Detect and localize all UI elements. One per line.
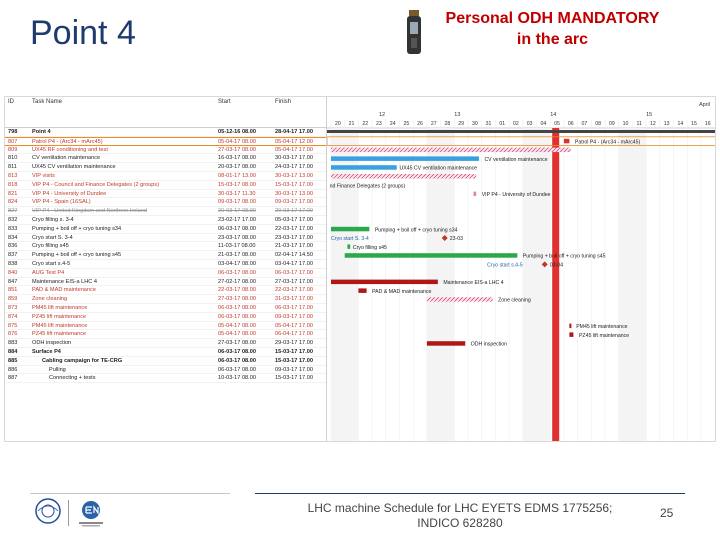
task-id: 883 [8, 340, 18, 347]
weekend-shade [523, 128, 550, 442]
task-finish: 03-04-17 17.00 [275, 261, 313, 267]
task-start: 23-03-17 08.00 [218, 234, 256, 241]
logo-separator [68, 500, 69, 526]
task-name: VIP P4 - Council and Finance Delegates (2 groups) [32, 181, 160, 188]
table-row[interactable] [5, 137, 326, 146]
task-start: 27-03-17 08.00 [218, 296, 256, 303]
table-row[interactable] [5, 330, 326, 339]
task-bar-label: VIP P4 - University of Dundee [481, 192, 551, 199]
milestone-date: 03-04 [549, 262, 564, 269]
task-finish: 22-03-17 17.00 [275, 287, 313, 294]
header-start: Start [218, 99, 231, 105]
task-finish: 22-03-17 17.00 [275, 225, 313, 232]
table-row[interactable] [5, 234, 326, 243]
table-row[interactable] [5, 251, 326, 260]
task-start: 23-02-17 17.00 [218, 217, 256, 223]
task-start: 06-03-17 08.00 [218, 349, 256, 355]
table-row[interactable] [5, 216, 326, 225]
task-name: Point 4 [32, 129, 51, 135]
task-finish: 21-03-17 17.00 [275, 243, 313, 250]
day-label: 08 [595, 121, 602, 127]
task-start: 15-03-17 08.00 [218, 181, 256, 188]
task-name: Maintenance EIS-a LHC 4 [32, 278, 97, 285]
task-id: 807 [8, 138, 18, 145]
task-name: Pumping + boil off + cryo tuning s34 [32, 225, 122, 232]
day-label: 28 [444, 121, 451, 127]
en-department-logo-icon [76, 499, 106, 529]
week-label: 12 [378, 112, 386, 118]
task-finish: 31-03-17 17.00 [275, 296, 313, 303]
milestone-label: Cryo start S. 3-4 [331, 236, 369, 243]
task-start: 06-03-17 08.00 [218, 313, 256, 320]
task-start: 30-03-17 11.30 [218, 190, 256, 197]
task-id: 885 [8, 357, 18, 364]
task-bar [358, 288, 366, 293]
day-label: 22 [362, 121, 369, 127]
table-row[interactable] [5, 260, 326, 269]
task-bar-label: Zone cleaning [498, 297, 531, 304]
task-bar [331, 148, 571, 153]
task-bar [473, 192, 476, 197]
highlight-row [327, 137, 716, 146]
task-id: 827 [8, 208, 18, 215]
task-start: 20-03-17 08.00 [218, 208, 256, 215]
task-id: 798 [8, 129, 18, 135]
task-bar [331, 156, 479, 161]
day-label: 03 [526, 121, 533, 127]
task-id: 875 [8, 322, 18, 329]
table-row[interactable] [5, 322, 326, 331]
task-start: 11-03-17 08.00 [218, 243, 256, 250]
task-name: PZ45 lift maintenance [32, 313, 87, 320]
task-finish: 24-03-17 17.00 [275, 164, 313, 171]
task-finish: 05-04-17 17.00 [275, 146, 313, 153]
header-finish: Finish [275, 99, 292, 105]
task-finish: 09-03-17 17.00 [275, 199, 313, 206]
header-id: ID [8, 99, 14, 105]
day-label: 23 [376, 121, 382, 127]
task-finish: 15-03-17 17.00 [275, 357, 313, 364]
task-bar [345, 253, 518, 258]
task-finish: 05-03-17 17.00 [275, 217, 313, 223]
cern-logo-icon [34, 497, 62, 525]
task-name: VIP P4 - University of Dundee [32, 190, 107, 197]
gantt-schedule [4, 96, 716, 442]
day-label: 27 [430, 121, 437, 127]
task-id: 874 [8, 313, 18, 320]
table-row[interactable] [5, 269, 326, 278]
task-id: 813 [8, 173, 18, 179]
task-start: 06-03-17 08.00 [218, 269, 256, 276]
task-name: VIP P4 - Spain (16SAL) [32, 199, 91, 206]
task-id: 824 [8, 199, 18, 206]
page-number: 25 [660, 506, 674, 520]
task-start: 21-03-17 08.00 [218, 252, 256, 259]
task-start: 06-03-17 08.00 [218, 225, 256, 232]
task-finish: 02-04-17 14.50 [275, 252, 313, 259]
task-start: 20-03-17 08.00 [218, 164, 256, 171]
table-row[interactable] [5, 225, 326, 234]
task-name: PAD & MAD maintenance [32, 287, 96, 294]
task-bar [331, 165, 397, 170]
task-start: 27-03-17 08.00 [218, 146, 256, 153]
week-label: 14 [550, 112, 557, 118]
task-name: ODH inspection [32, 340, 72, 347]
day-label: 14 [677, 121, 684, 127]
week-label: 13 [454, 112, 461, 118]
task-bar [347, 244, 350, 249]
task-id: 887 [8, 375, 18, 382]
task-id: 884 [8, 349, 18, 355]
day-label: 02 [513, 121, 519, 127]
task-finish: 30-03-17 17.00 [275, 155, 313, 162]
table-row[interactable] [5, 357, 326, 366]
task-id: 836 [8, 243, 18, 250]
task-id: 811 [8, 164, 17, 171]
task-id: 810 [8, 155, 18, 162]
task-bar-label: ODH inspection [470, 341, 508, 348]
odh-detector-icon [405, 8, 423, 58]
task-finish: 05-04-17 17.00 [275, 322, 313, 329]
day-label: 31 [485, 121, 492, 127]
task-finish: 15-03-17 17.00 [275, 375, 313, 382]
day-label: 07 [581, 121, 588, 127]
table-row[interactable] [5, 339, 326, 348]
task-name: CV ventilation maintenance [32, 155, 101, 162]
task-bar-label: PM45 lift maintenance [576, 324, 628, 331]
task-start: 09-03-17 08.00 [218, 199, 256, 206]
task-id: 840 [8, 269, 18, 276]
task-start: 08-01-17 13.00 [218, 173, 256, 179]
table-row[interactable] [5, 278, 326, 287]
task-finish: 28-04-17 17.00 [275, 129, 313, 135]
task-name: Cryo start S. 3-4 [32, 234, 73, 241]
task-start: 16-03-17 08.00 [218, 155, 256, 162]
task-bar [564, 139, 569, 144]
day-label: 16 [704, 121, 711, 127]
footer-line-2: INDICO 628280 [417, 516, 503, 530]
footer-left-rule [30, 493, 230, 494]
task-finish: 06-03-17 17.00 [275, 269, 313, 276]
day-label: 26 [417, 121, 423, 127]
gantt-table-header [5, 97, 326, 128]
day-label: 10 [622, 121, 629, 127]
task-id: 821 [8, 190, 18, 197]
task-start: 05-04-17 08.00 [218, 331, 256, 338]
task-bar [331, 280, 438, 285]
task-start: 05-12-16 08.00 [218, 129, 256, 135]
task-name: VIP P4 - United Kingdom and Northern Ireland [32, 208, 147, 215]
task-name: UX45 CV ventilation maintenance [32, 164, 116, 171]
gantt-task-table [5, 97, 327, 441]
task-name: Pulling [49, 366, 66, 373]
task-start: 22-03-17 08.00 [218, 287, 256, 294]
table-row[interactable] [5, 366, 326, 375]
task-name: Cryo filling s45 [32, 243, 69, 250]
day-label: 01 [499, 121, 506, 127]
task-finish: 23-03-17 17.00 [275, 234, 313, 241]
task-bar-label: Cryo filling s45 [352, 244, 387, 251]
task-start: 27-03-17 08.00 [218, 340, 256, 347]
table-row[interactable] [5, 313, 326, 322]
task-name: Connecting + tests [49, 375, 96, 382]
task-bar-label: Pumping + boil off + cryo tuning s45 [522, 253, 606, 260]
week-label: 15 [646, 112, 653, 118]
day-label: 12 [650, 121, 656, 127]
task-name: Cryo filling s. 3-4 [32, 217, 74, 223]
task-id: 837 [8, 252, 18, 259]
milestone-date: 23-03 [449, 236, 463, 243]
task-start: 27-02-17 08.00 [218, 278, 256, 285]
day-label: 15 [691, 121, 697, 127]
task-name: PM45 lift maintenance [32, 305, 88, 311]
task-start: 10-03-17 08.00 [218, 375, 256, 382]
task-bar-label: PAD & MAD maintenance [372, 288, 432, 295]
task-id: 876 [8, 331, 18, 338]
task-name: AUG Test P4 [32, 269, 65, 276]
task-name: Zone cleaning [32, 296, 68, 303]
task-bar [331, 174, 476, 179]
task-name: Pumping + boil off + cryo tuning s45 [32, 252, 122, 259]
month-label: April [699, 102, 711, 108]
task-finish: 27-03-17 17.00 [275, 278, 313, 285]
header-task-name: Task Name [32, 99, 63, 105]
table-row[interactable] [5, 181, 326, 190]
status-date-marker [552, 128, 559, 442]
task-finish: 09-03-17 17.00 [275, 313, 313, 320]
gantt-timeline [327, 97, 716, 441]
task-start: 06-03-17 08.00 [218, 305, 256, 311]
day-label: 30 [471, 121, 478, 127]
task-id: 832 [8, 217, 18, 223]
task-finish: 30-03-17 13.00 [275, 173, 313, 179]
task-name: PZ45 lift maintenance [32, 331, 87, 338]
task-finish: 29-03-17 17.00 [275, 340, 313, 347]
day-label: 24 [389, 121, 396, 127]
task-name: UX45 RF conditioning and test [32, 146, 108, 153]
milestone-label: Cryo start s.4-5 [487, 262, 523, 269]
task-finish: 09-03-17 17.00 [275, 366, 313, 373]
task-finish: 30-03-17 13.00 [275, 190, 313, 197]
day-label: 11 [636, 121, 642, 127]
table-row[interactable] [5, 286, 326, 295]
task-name: PM45 lift maintenance [32, 322, 88, 329]
task-id: 886 [8, 366, 18, 373]
task-id: 873 [8, 305, 18, 311]
task-bar-label: UX45 CV ventilation maintenance [399, 165, 478, 172]
task-start: 05-04-17 08.00 [218, 322, 256, 329]
table-row[interactable] [5, 198, 326, 207]
task-bar-label: Patrol P4 - (Arc34 - mArc45) [574, 139, 641, 146]
task-bar [427, 297, 493, 302]
table-row[interactable] [5, 348, 326, 357]
table-row[interactable] [5, 190, 326, 199]
day-label: 25 [403, 121, 410, 127]
table-row[interactable] [5, 242, 326, 251]
task-finish: 06-03-17 17.00 [275, 305, 313, 311]
table-row[interactable] [5, 295, 326, 304]
table-row[interactable] [5, 374, 326, 383]
task-bar [427, 341, 465, 346]
task-start: 06-03-17 08.00 [218, 366, 256, 373]
table-row[interactable] [5, 154, 326, 163]
task-name: Cabling campaign for TE-CRG [42, 357, 123, 364]
task-name: Cryo start s.4-5 [32, 261, 71, 267]
summary-bar [327, 130, 716, 133]
table-row[interactable] [5, 207, 326, 216]
task-finish: 20-03-17 17.00 [275, 208, 313, 215]
task-start: 03-04-17 08.00 [218, 261, 256, 267]
table-row[interactable] [5, 128, 326, 137]
task-id: 809 [8, 146, 18, 153]
task-bar-label: CV ventilation maintenance [484, 156, 548, 163]
task-bar [331, 227, 369, 232]
lift-bar [569, 332, 573, 337]
table-row[interactable] [5, 304, 326, 313]
footer-line-1: LHC machine Schedule for LHC EYETS EDMS 1775256; [307, 501, 613, 515]
day-label: 09 [608, 121, 615, 127]
day-label: 05 [554, 121, 560, 127]
footer-reference [300, 501, 620, 531]
task-name: Patrol P4 - (Arc34 - mArc45) [32, 138, 103, 145]
odh-headline [425, 8, 680, 50]
task-bar-label: PZ45 lift maintenance [578, 332, 630, 339]
footer-rule [255, 493, 685, 494]
task-name: Surface P4 [32, 349, 61, 355]
task-id: 833 [8, 225, 18, 232]
day-label: 21 [348, 121, 355, 127]
day-label: 06 [567, 121, 574, 127]
lift-bar [569, 324, 571, 329]
task-id: 859 [8, 296, 18, 303]
task-start: 05-04-17 08.00 [218, 138, 256, 145]
table-row[interactable] [5, 172, 326, 181]
task-finish: 05-04-17 12.00 [275, 138, 313, 145]
task-start: 06-03-17 08.00 [218, 357, 256, 364]
table-row[interactable] [5, 146, 326, 155]
table-row[interactable] [5, 163, 326, 172]
weekend-shade [619, 128, 646, 442]
day-label: 13 [663, 121, 670, 127]
task-finish: 15-03-17 17.00 [275, 349, 313, 355]
headline-line-2: in the arc [516, 31, 589, 48]
slide-title: Point 4 [30, 14, 136, 52]
day-label: 04 [540, 121, 547, 127]
task-bar-label: Maintenance EIS-a LHC 4 [443, 280, 504, 287]
task-id: 834 [8, 234, 18, 241]
task-bar-label: nd Finance Delegates (2 groups) [329, 183, 406, 190]
task-bar-label: Pumping + boil off + cryo tuning s34 [374, 227, 458, 234]
task-id: 847 [8, 278, 18, 285]
task-name: VIP visits [32, 173, 55, 179]
task-id: 818 [8, 181, 18, 188]
timeline-svg [327, 97, 716, 442]
headline-line-1: Personal ODH MANDATORY [445, 10, 660, 27]
task-finish: 15-03-17 17.00 [275, 181, 313, 188]
day-label: 29 [458, 121, 465, 127]
day-label: 20 [334, 121, 341, 127]
task-id: 851 [8, 287, 18, 294]
task-finish: 06-04-17 17.00 [275, 331, 313, 338]
task-id: 838 [8, 261, 18, 267]
